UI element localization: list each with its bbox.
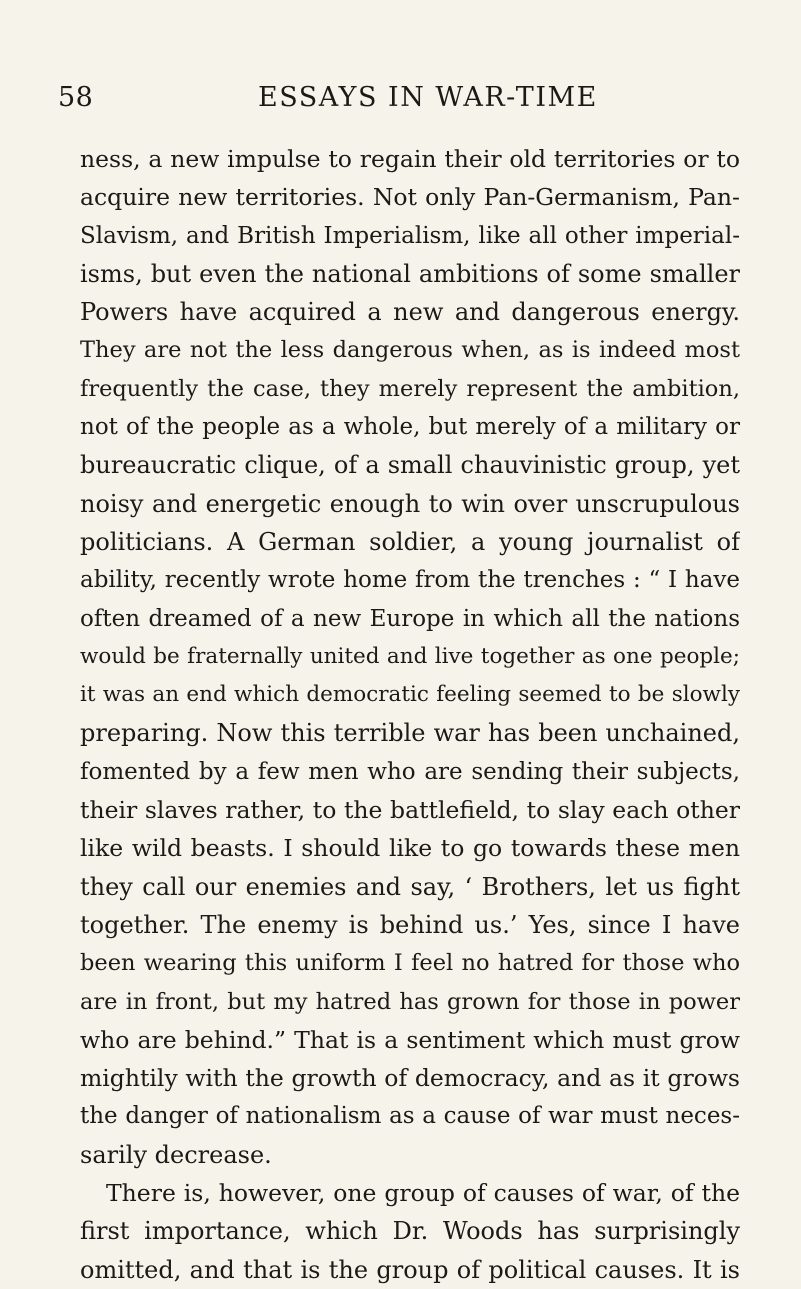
text-line: not of the people as a whole, but merely of a military or [80, 414, 740, 441]
text-line: often dreamed of a new Europe in which all the nations [80, 605, 740, 632]
paragraph-end-line: sarily decrease. [80, 1140, 272, 1169]
book-title: ESSAYS IN WAR-TIME [258, 82, 598, 113]
text-line: They are not the less dangerous when, as is indeed most [80, 337, 740, 364]
text-line: the danger of nationalism as a cause of war must neces- [80, 1103, 740, 1130]
text-line: mightily with the growth of democracy, and as it grows [80, 1064, 740, 1093]
body-text [80, 140, 740, 1289]
text-line: preparing. Now this terrible war has been unchained, [80, 719, 740, 748]
text-line: politicians. A German soldier, a young journalist of [80, 527, 740, 556]
text-line: ability, recently wrote home from the trenches : “ I have [80, 567, 740, 594]
text-line: acquire new territories. Not only Pan-Germanism, Pan- [80, 183, 740, 212]
text-line: it was an end which democratic feeling seemed to be slowly [80, 682, 740, 708]
text-line: been wearing this uniform I feel no hatred for those who [80, 950, 740, 977]
text-line: ness, a new impulse to regain their old territories or to [80, 145, 740, 173]
text-line: their slaves rather, to the battlefield, to slay each other [80, 796, 740, 825]
text-line: frequently the case, they merely represent the ambition, [80, 375, 740, 402]
page-number: 58 [58, 82, 94, 113]
text-line: omitted, and that is the group of political causes. It is [80, 1255, 740, 1284]
text-line: bureaucratic clique, of a small chauvinistic group, yet [80, 451, 740, 480]
text-line: are in front, but my hatred has grown for those in power [80, 988, 740, 1015]
text-line: first importance, which Dr. Woods has surprisingly [80, 1217, 740, 1246]
text-line: would be fraternally united and live together as one people; [80, 643, 740, 669]
text-line: fomented by a few men who are sending their subjects, [80, 758, 740, 785]
text-line: together. The enemy is behind us.’ Yes, since I have [80, 910, 740, 939]
text-line: noisy and energetic enough to win over unscrupulous [80, 489, 740, 518]
running-head [58, 82, 718, 122]
text-line: who are behind.” That is a sentiment which must grow [80, 1025, 740, 1054]
text-line: like wild beasts. I should like to go towards these men [80, 834, 740, 863]
paragraph-start-line: There is, however, one group of causes of war, of the [106, 1179, 740, 1208]
text-line: Slavism, and British Imperialism, like all other imperial- [80, 222, 740, 249]
text-line: Powers have acquired a new and dangerous energy. [80, 298, 740, 327]
text-line: they call our enemies and say, ‘ Brothers, let us fight [80, 872, 740, 901]
text-line: isms, but even the national ambitions of some smaller [80, 259, 740, 288]
